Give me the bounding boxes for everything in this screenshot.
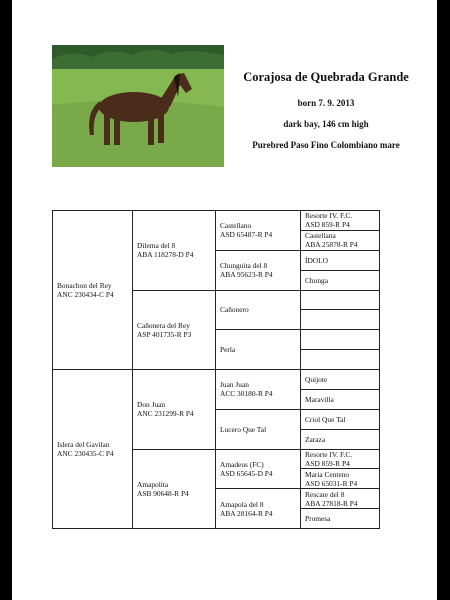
registration-number: ASP 401735-R P3 — [137, 329, 192, 339]
great-grandparent-cell — [300, 349, 380, 370]
great-grandparent-cell — [300, 290, 380, 311]
registration-number: ABA 27818-R P4 — [305, 498, 358, 508]
registration-number: ANC 231299-R P4 — [137, 409, 194, 419]
dam-dam-cell — [132, 449, 216, 530]
great-grandparent-cell — [300, 449, 380, 470]
registration-number: ABA 95623-R P4 — [220, 270, 273, 280]
ancestor-name: Castellano — [220, 221, 252, 231]
ancestor-name: Amadeus (FC) — [220, 459, 264, 469]
registration-number: ASD 65645-D P4 — [220, 468, 273, 478]
pedigree-page — [12, 0, 437, 600]
sire-dam-cell — [132, 290, 216, 371]
ancestor-dss-cell — [215, 369, 301, 410]
registration-number: ACC 30180-R P4 — [220, 389, 273, 399]
horse-name: Corajosa de Quebrada Grande — [243, 70, 409, 84]
ancestor-name: Castellana — [305, 231, 336, 241]
registration-number: ABA 28164-R P4 — [220, 508, 273, 518]
great-grandparent-cell — [300, 488, 380, 509]
registration-number: ASD 859-R P4 — [305, 220, 350, 230]
ancestor-name: Juan Juan — [220, 380, 249, 390]
ancestor-name: Islera del Gavilan — [57, 440, 110, 449]
ancestor-sds-cell — [215, 290, 301, 331]
horse-info — [226, 70, 426, 150]
ancestor-sdd-cell — [215, 329, 301, 370]
dam-cell — [52, 369, 133, 529]
ancestor-name: Bonachon del Rey — [57, 281, 112, 290]
great-grandparent-cell — [300, 409, 380, 430]
ancestor-name: Cañonera del Rey — [137, 320, 190, 330]
horse-breed: Purebred Paso Fino Colombiano mare — [252, 140, 400, 150]
ancestor-name: Lucero Que Tal — [220, 424, 267, 434]
ancestor-name: Chunguita del 8 — [220, 261, 268, 271]
ancestor-name: Amapola del 8 — [220, 499, 264, 509]
ancestor-dds-cell — [215, 449, 301, 490]
ancestor-dsd-cell — [215, 409, 301, 450]
registration-number: ABA 118278-D P4 — [137, 250, 194, 260]
ancestor-name: Zaraza — [305, 434, 326, 444]
registration-number: ASD 65031-R P4 — [305, 478, 358, 488]
ancestor-name: Criol Que Tal — [305, 414, 346, 424]
sire-cell — [52, 210, 133, 370]
ancestor-sss-cell — [215, 210, 301, 251]
dam-sire-cell — [132, 369, 216, 450]
registration-number: ANC 230434-C P4 — [57, 290, 114, 299]
ancestor-name: Perla — [220, 345, 236, 355]
great-grandparent-cell — [300, 429, 380, 450]
ancestor-name: Promesa — [305, 514, 331, 524]
great-grandparent-cell — [300, 508, 380, 529]
ancestor-name: Dilema del 8 — [137, 241, 176, 251]
ancestor-name: Amapolita — [137, 479, 169, 489]
great-grandparent-cell — [300, 389, 380, 410]
registration-number: ANC 230435-C P4 — [57, 449, 114, 458]
ancestor-name: Quijote — [305, 374, 328, 384]
ancestor-ddd-cell — [215, 488, 301, 529]
great-grandparent-cell — [300, 329, 380, 350]
great-grandparent-cell — [300, 468, 380, 489]
ancestor-ssd-cell — [215, 250, 301, 291]
ancestor-name: Maria Centeno — [305, 469, 350, 479]
ancestor-name: Chunga — [305, 275, 328, 285]
great-grandparent-cell — [300, 270, 380, 291]
ancestor-name: Don Juan — [137, 400, 166, 410]
horse-description: dark bay, 146 cm high — [283, 119, 369, 129]
great-grandparent-cell — [300, 369, 380, 390]
pedigree-table — [52, 210, 367, 528]
ancestor-name: Rescate del 8 — [305, 489, 345, 499]
great-grandparent-cell — [300, 210, 380, 231]
horse-photo-image — [52, 45, 224, 167]
great-grandparent-cell — [300, 230, 380, 251]
registration-number: ASD 859-R P4 — [305, 458, 350, 468]
ancestor-name: ÍDOLO — [305, 255, 328, 265]
great-grandparent-cell — [300, 250, 380, 271]
ancestor-name: Resorte IV. F.C. — [305, 211, 353, 221]
great-grandparent-cell — [300, 309, 380, 330]
ancestor-name: Cañonero — [220, 305, 249, 315]
registration-number: ASB 90648-R P4 — [137, 488, 189, 498]
sire-sire-cell — [132, 210, 216, 291]
registration-number: ABA 25878-R P4 — [305, 240, 358, 250]
horse-photo — [52, 45, 224, 167]
ancestor-name: Resorte IV. F.C. — [305, 449, 353, 459]
registration-number: ASD 65487-R P4 — [220, 230, 273, 240]
ancestor-name: Maravilla — [305, 394, 334, 404]
birth-date: born 7. 9. 2013 — [297, 98, 355, 108]
